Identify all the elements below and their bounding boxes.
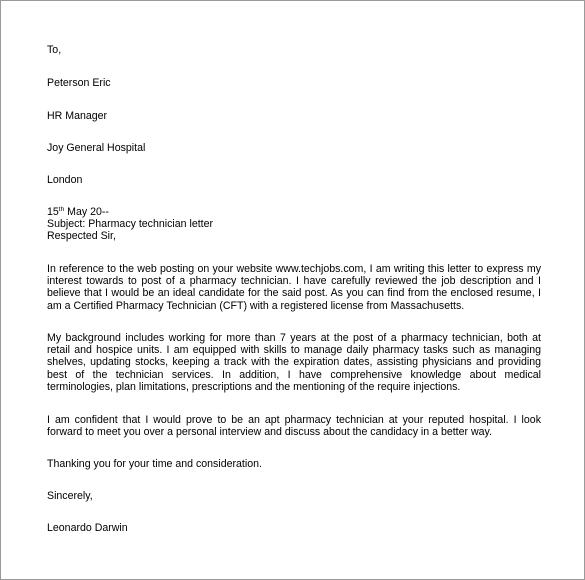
body-paragraph-1: In reference to the web posting on your website www.techjobs.com, I am writing this letter to express my interest towards to post of a pharmacy technician. I have carefully reviewed the job description and I believe that I would be an ideal candidate for the said post. As you can find from the enclosed resume, I am a Certified Pharmacy Technician (CFT) with a registered license from Massachusetts. [47,263,541,312]
date-month-year: May 20-- [64,206,109,218]
letter-subject: Subject: Pharmacy technician letter [47,218,214,230]
letter-date [47,206,109,218]
body-paragraph-2: My background includes working for more than 7 years at the post of a pharmacy technician, both at retail and hospice units. I am equipped with skills to manage daily pharmacy tasks such as managing shelves, updating stocks, keeping a track with the expiration dates, assisting physicians and providing best of the technician services. In addition, I have comprehensive knowledge about medical terminologies, plan limitations, prescriptions and the mentioning of the require injections. [47,332,541,393]
signature-name: Leonardo Darwin [47,522,128,534]
body-paragraph-4: Thanking you for your time and consideration. [47,458,262,470]
letter-closing: Sincerely, [47,490,93,502]
date-day: 15 [47,206,59,218]
recipient-organization: Joy General Hospital [47,142,146,154]
salutation-to: To, [47,44,62,56]
recipient-city: London [47,174,83,186]
date-suffix: th [58,206,65,213]
letter-greeting: Respected Sir, [47,230,116,242]
body-paragraph-3: I am confident that I would prove to be an apt pharmacy technician at your reputed hospital. I look forward to meet you over a personal interview and discuss about the candidacy in a better way. [47,414,541,439]
recipient-name: Peterson Eric [47,77,111,89]
recipient-title: HR Manager [47,110,108,122]
